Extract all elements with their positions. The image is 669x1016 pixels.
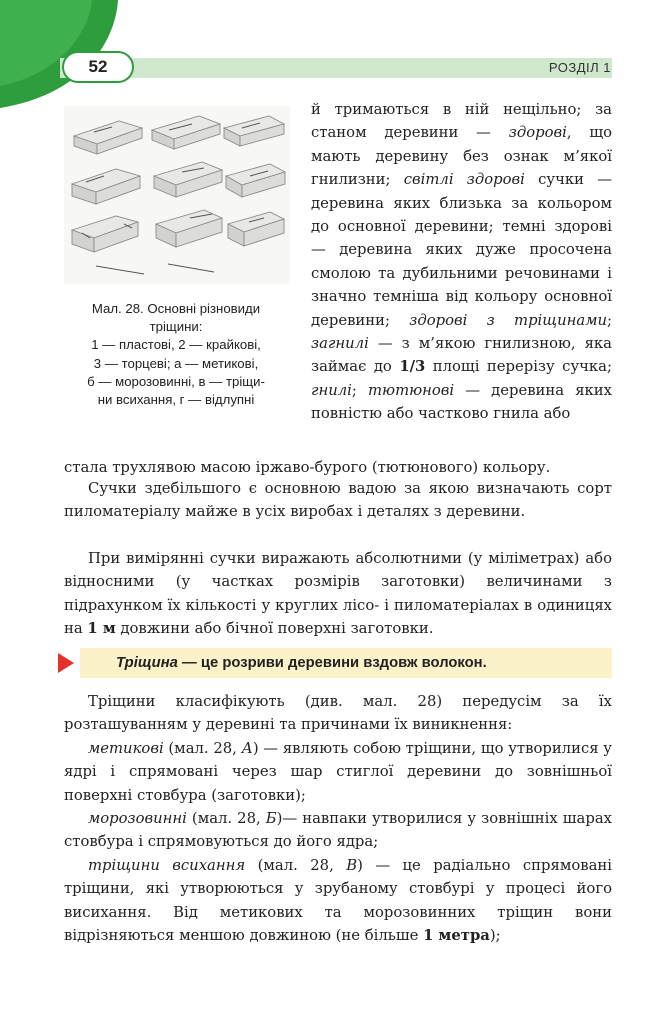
definition-text: Тріщина — це розриви деревини вздовж волокон. (116, 655, 487, 671)
figure-caption (62, 300, 290, 409)
caption-line: тріщини: (149, 319, 203, 335)
caption-line: 1 — пластові, 2 — крайкові, (91, 337, 261, 353)
paragraph-measurement: При вимірянні сучки виражають абсолютними (у міліметрах) або відносними (у частках розмірів заготовки) величинами з підрахунком їх кількості у круглих лісо- і пиломатеріалах в одиницях на 1 м довжини або бічної поверхні заготовки. (64, 550, 612, 638)
section-title: РОЗДІЛ 1 (548, 60, 611, 75)
column-paragraph: й тримаються в ній нещільно; за станом деревини — здорові, що мають деревину без ознак м’якої гнилизни; світлі здорові сучки — деревина яких близька за кольором до основної деревини; темні здорові — деревина яких дуже просочена смолою та дубильними речовинами і значно темніша від кольору основної деревини; здорові з тріщинами; загнилі — з м’якою гнилизною, яка займає до 1/3 площі перерізу сучка; гнилі; тютюнові — деревина яких повністю або частково гнила або (311, 101, 612, 423)
paragraph-continuation: стала трухлявою масою іржаво-бурого (тютюнового) кольору. (64, 459, 551, 476)
definition-marker-icon (58, 653, 74, 673)
caption-line: ни всихання, г — відлупні (97, 392, 255, 408)
paragraph-knots: Сучки здебільшого є основною вадою за якою визначають сорт пиломатеріалу майже в усіх виробах і деталях з деревини. (64, 480, 612, 521)
header-band (60, 58, 612, 78)
caption-line: б — морозовинні, в — тріщи- (87, 373, 265, 389)
figure-wood-cracks (64, 106, 290, 284)
paragraph-metik: метикові (мал. 28, А) — являють собою тріщини, що утворилися у ядрі і спрямовані через шар стиглої деревини до зовнішньої поверхні стовбура (заготовки); (64, 740, 612, 804)
caption-line: Мал. 28. Основні різновиди (91, 301, 261, 316)
page-number: 52 (62, 51, 134, 83)
paragraph-drying: тріщини всихання (мал. 28, В) — це радіально спрямовані тріщини, які утворюються у зрубаному стовбурі у процесі його висихання. Від метикових та морозовинних тріщин вони відрізняються меншою довжиною (не більше 1 метра); (64, 857, 612, 945)
caption-line: 3 — торцеві; а — метикові, (93, 355, 259, 371)
paragraph-frost: морозовинні (мал. 28, Б)— навпаки утворилися у зовнішніх шарах стовбура і спрямовуються до його ядра; (64, 810, 612, 851)
paragraph-cracks-intro: Тріщини класифікують (див. мал. 28) передусім за їх розташуванням у деревині та причинами їх виникнення: (64, 693, 612, 734)
